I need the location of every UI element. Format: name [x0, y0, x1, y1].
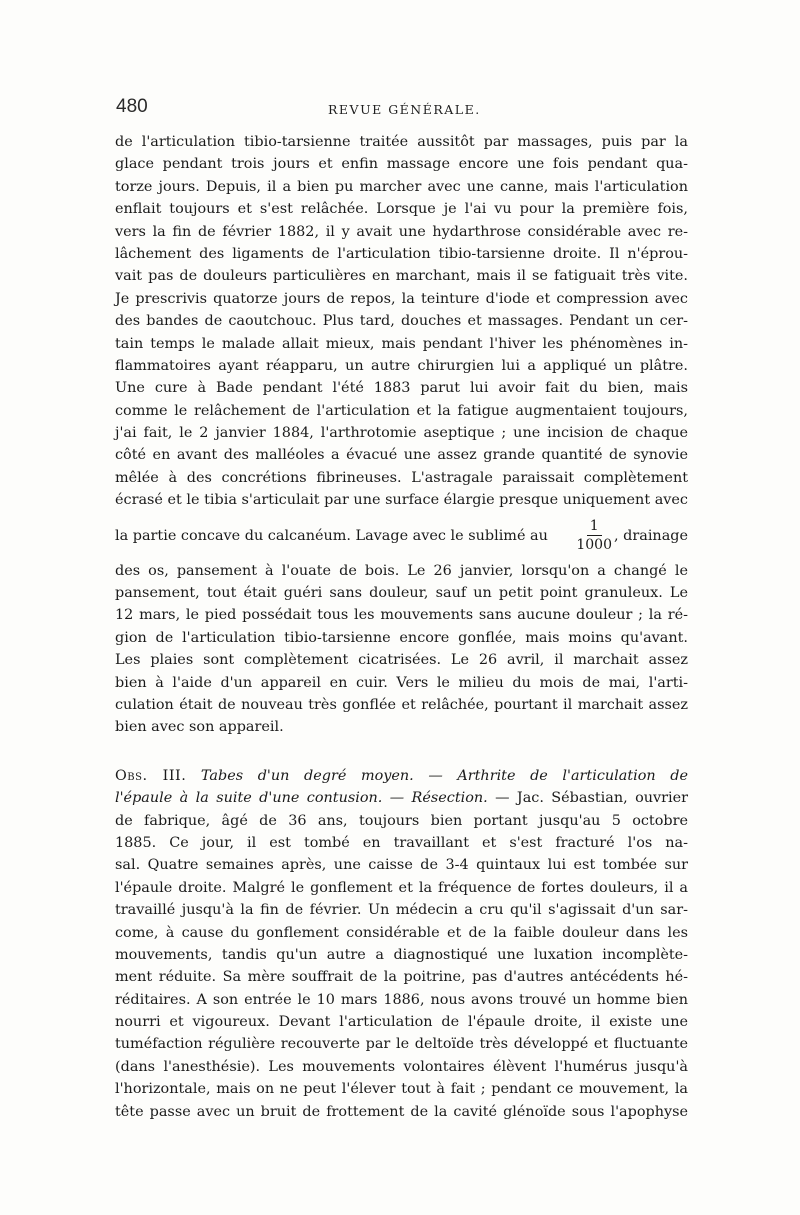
fraction: [576, 519, 612, 552]
text-line: 1885. Ce jour, il est tombé en travaillant et s'est fracturé l'os na-: [115, 834, 688, 851]
text-line: vers la fin de février 1882, il y avait une hydarthrose considérable avec re-: [115, 223, 688, 240]
observation-title-part2: l'épaule à la suite d'une contusion. — Résection.: [115, 790, 488, 807]
text-line: travaillé jusqu'à la fin de février. Un médecin a cru qu'il s'agissait d'un sar-: [115, 902, 688, 919]
text-line: flammatoires ayant réapparu, un autre chirurgien lui a appliqué un plâtre.: [115, 357, 688, 374]
text-line: des os, pansement à l'ouate de bois. Le 26 janvier, lorsqu'on a changé le: [115, 562, 688, 579]
observation-title-part1: Tabes d'un degré moyen. — Arthrite de l'articulation de: [200, 767, 688, 784]
text-line: enflait toujours et s'est relâchée. Lorsque je l'ai vu pour la première fois,: [115, 201, 688, 218]
text-line: bien à l'aide d'un appareil en cuir. Vers le milieu du mois de mai, l'arti-: [115, 674, 688, 691]
text-line: gion de l'articulation tibio-tarsienne encore gonflée, mais moins qu'avant.: [115, 629, 688, 646]
running-header: [116, 96, 686, 126]
observation-label: Obs. III.: [115, 767, 187, 784]
text-line: vait pas de douleurs particulières en marchant, mais il se fatiguait très vite.: [115, 268, 688, 285]
text-line: tuméfaction régulière recouverte par le deltoïde très développé et fluctuante: [115, 1036, 688, 1053]
paragraph-case-continuation: [115, 131, 688, 739]
section-spacer: [115, 739, 688, 765]
observation-3: [115, 765, 688, 1123]
text-line: come, à cause du gonflement considérable et de la faible douleur dans les: [115, 924, 688, 941]
text-line: comme le relâchement de l'articulation et la fatigue augmentaient toujours,: [115, 402, 688, 419]
text-line: glace pendant trois jours et enfin massage encore une fois pendant qua-: [115, 156, 688, 173]
text-line: des bandes de caoutchouc. Plus tard, douches et massages. Pendant un cer-: [115, 313, 688, 330]
text-line: pansement, tout était guéri sans douleur, sauf un petit point granuleux. Le: [115, 585, 688, 602]
text-line: torze jours. Depuis, il a bien pu marcher avec une canne, mais l'articulation: [115, 178, 688, 195]
fraction-line-text-before: la partie concave du calcanéum. Lavage avec le sublimé au: [115, 527, 548, 544]
text-line: 12 mars, le pied possédait tous les mouvements sans aucune douleur ; la ré-: [115, 607, 688, 624]
text-line: tain temps le malade allait mieux, mais pendant l'hiver les phénomènes in-: [115, 335, 688, 352]
text-line: Une cure à Bade pendant l'été 1883 parut lui avoir fait du bien, mais: [115, 380, 688, 397]
observation-heading-line: [115, 765, 688, 787]
body-text: [115, 131, 688, 1123]
text-line: Les plaies sont complètement cicatrisées. Le 26 avril, il marchait assez: [115, 652, 688, 669]
observation-intro-text: — Jac. Sébastian, ouvrier: [487, 790, 689, 807]
text-line: de fabrique, âgé de 36 ans, toujours bien portant jusqu'au 5 octobre: [115, 812, 688, 829]
text-line: sal. Quatre semaines après, une caisse de 3-4 quintaux lui est tombée sur: [115, 857, 688, 874]
observation-heading-line-2: [115, 787, 688, 809]
running-title: REVUE GÉNÉRALE.: [328, 102, 481, 117]
text-line: culation était de nouveau très gonflée et relâchée, pourtant il marchait assez: [115, 696, 688, 713]
text-line: lâchement des ligaments de l'articulation tibio-tarsienne droite. Il n'éprou-: [115, 245, 688, 262]
text-line: nourri et vigoureux. Devant l'articulation de l'épaule droite, il existe une: [115, 1014, 688, 1031]
text-line: ment réduite. Sa mère souffrait de la poitrine, pas d'autres antécédents hé-: [115, 969, 688, 986]
text-line: écrasé et le tibia s'articulait par une surface élargie presque uniquement avec: [115, 492, 688, 509]
text-line: l'épaule droite. Malgré le gonflement et la fréquence de fortes douleurs, il a: [115, 879, 688, 896]
text-line-with-fraction: [115, 512, 688, 560]
fraction-numerator: 1: [587, 519, 602, 536]
text-line: tête passe avec un bruit de frottement de la cavité glénoïde sous l'apophyse: [115, 1103, 688, 1120]
text-line-last: bien avec son appareil.: [115, 719, 284, 736]
text-line: mouvements, tandis qu'un autre a diagnostiqué une luxation incomplète-: [115, 946, 688, 963]
text-line: Je prescrivis quatorze jours de repos, la teinture d'iode et compression avec: [115, 290, 688, 307]
page-number: 480: [116, 96, 148, 117]
text-line: réditaires. A son entrée le 10 mars 1886, nous avons trouvé un homme bien: [115, 991, 688, 1008]
text-line: de l'articulation tibio-tarsienne traitée aussitôt par massages, puis par la: [115, 134, 688, 150]
fraction-line-text-after: , drainage: [614, 527, 688, 544]
text-line: j'ai fait, le 2 janvier 1884, l'arthrotomie aseptique ; une incision de chaque: [115, 425, 688, 442]
text-line: côté en avant des malléoles a évacué une assez grande quantité de synovie: [115, 447, 688, 464]
fraction-denominator: 1000: [576, 537, 612, 554]
text-line: l'horizontale, mais on ne peut l'élever tout à fait ; pendant ce mouvement, la: [115, 1081, 688, 1098]
text-line: mêlée à des concrétions fibrineuses. L'astragale paraissait complètement: [115, 469, 688, 486]
text-line: (dans l'anesthésie). Les mouvements volontaires élèvent l'humérus jusqu'à: [115, 1058, 688, 1075]
